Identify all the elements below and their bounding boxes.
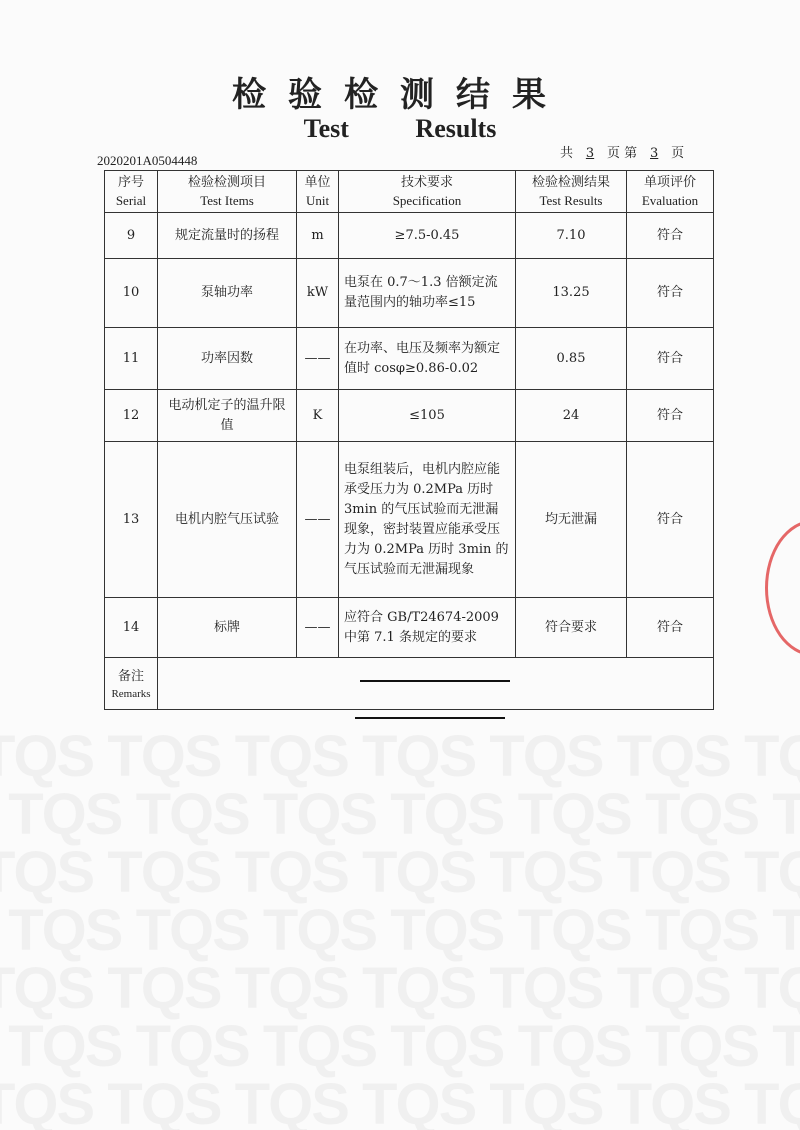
header-cn: 单项评价 xyxy=(643,174,696,190)
red-seal xyxy=(765,520,800,656)
cell-serial: 14 xyxy=(105,598,158,658)
table-row xyxy=(105,328,714,390)
header-cell xyxy=(627,171,714,213)
cell-eval: 符合 xyxy=(627,259,714,328)
header-en: Specification xyxy=(392,192,462,208)
cell-serial: 10 xyxy=(105,259,158,328)
header-en: Unit xyxy=(305,192,330,208)
remarks-label xyxy=(105,658,158,710)
header-en: Test Items xyxy=(200,192,254,208)
cell-unit: —— xyxy=(297,328,339,390)
header-cell xyxy=(158,171,297,213)
cell-eval: 符合 xyxy=(627,328,714,390)
table-row xyxy=(105,390,714,442)
cell-unit: —— xyxy=(297,598,339,658)
header-cell xyxy=(105,171,158,213)
header-cell xyxy=(297,171,339,213)
cell-spec: 应符合 GB/T24674-2009 中第 7.1 条规定的要求 xyxy=(339,598,516,658)
cell-item: 电动机定子的温升限值 xyxy=(158,390,297,442)
cell-spec: 在功率、电压及频率为额定值时 cosφ≥0.86-0.02 xyxy=(339,328,516,390)
pages-suffix: 页 xyxy=(671,146,685,161)
cell-eval: 符合 xyxy=(627,390,714,442)
header-cn: 技术要求 xyxy=(400,174,453,190)
cell-spec: ≤105 xyxy=(339,390,516,442)
cell-result: 13.25 xyxy=(516,259,627,328)
cell-spec: 电泵组装后，电机内腔应能承受压力为 0.2MPa 历时 3min 的气压试验而无泄漏现象，密封装置应能承受压力为 0.2MPa 历时 3min 的气压试验而无泄漏现象 xyxy=(339,442,516,598)
header-en: Evaluation xyxy=(641,192,699,208)
title-en: Test Results xyxy=(303,114,497,143)
report-number: 2020201A0504448 xyxy=(97,153,198,168)
cell-result: 7.10 xyxy=(516,213,627,259)
header-en: Test Results xyxy=(539,192,603,208)
header-en: Serial xyxy=(115,192,147,208)
header-cn: 检验检测结果 xyxy=(531,174,610,190)
watermark xyxy=(0,728,800,1130)
cell-spec: ≥7.5-0.45 xyxy=(339,213,516,259)
remarks-value xyxy=(158,658,714,710)
pages-prefix: 共 xyxy=(560,146,574,161)
cell-item: 泵轴功率 xyxy=(158,259,297,328)
cell-unit: kW xyxy=(297,259,339,328)
results-table xyxy=(104,170,714,710)
pages-current: 3 xyxy=(650,146,659,161)
table-row xyxy=(105,598,714,658)
cell-serial: 13 xyxy=(105,442,158,598)
header-cell xyxy=(339,171,516,213)
cell-result: 24 xyxy=(516,390,627,442)
header-cn: 单位 xyxy=(304,174,331,190)
cell-eval: 符合 xyxy=(627,213,714,259)
cell-serial: 12 xyxy=(105,390,158,442)
cell-eval: 符合 xyxy=(627,442,714,598)
cell-result: 0.85 xyxy=(516,328,627,390)
cell-item: 规定流量时的扬程 xyxy=(158,213,297,259)
cell-result: 均无泄漏 xyxy=(516,442,627,598)
pages-total: 3 xyxy=(585,146,595,161)
cell-spec: 电泵在 0.7～1.3 倍额定流量范围内的轴功率≤15 xyxy=(339,259,516,328)
table-header xyxy=(105,171,714,213)
table-row xyxy=(105,213,714,259)
cell-serial: 9 xyxy=(105,213,158,259)
title-cn: 检验检测结果 xyxy=(232,75,568,115)
pages-mid: 页 第 xyxy=(607,146,638,161)
cell-item: 标牌 xyxy=(158,598,297,658)
cell-serial: 11 xyxy=(105,328,158,390)
cell-unit: —— xyxy=(297,442,339,598)
cell-eval: 符合 xyxy=(627,598,714,658)
table-row xyxy=(105,259,714,328)
remarks-row xyxy=(105,658,714,710)
end-line xyxy=(355,717,505,719)
table-row xyxy=(105,442,714,598)
header-cn: 序号 xyxy=(117,174,144,190)
remarks-line xyxy=(360,680,510,682)
cell-unit: K xyxy=(297,390,339,442)
remarks-en: Remarks xyxy=(111,687,151,700)
cell-result: 符合要求 xyxy=(516,598,627,658)
cell-item: 功率因数 xyxy=(158,328,297,390)
header-cell xyxy=(516,171,627,213)
cell-item: 电机内腔气压试验 xyxy=(158,442,297,598)
page-indicator xyxy=(560,146,684,161)
cell-unit: m xyxy=(297,213,339,259)
header-cn: 检验检测项目 xyxy=(187,174,266,190)
remarks-cn: 备注 xyxy=(117,668,144,684)
